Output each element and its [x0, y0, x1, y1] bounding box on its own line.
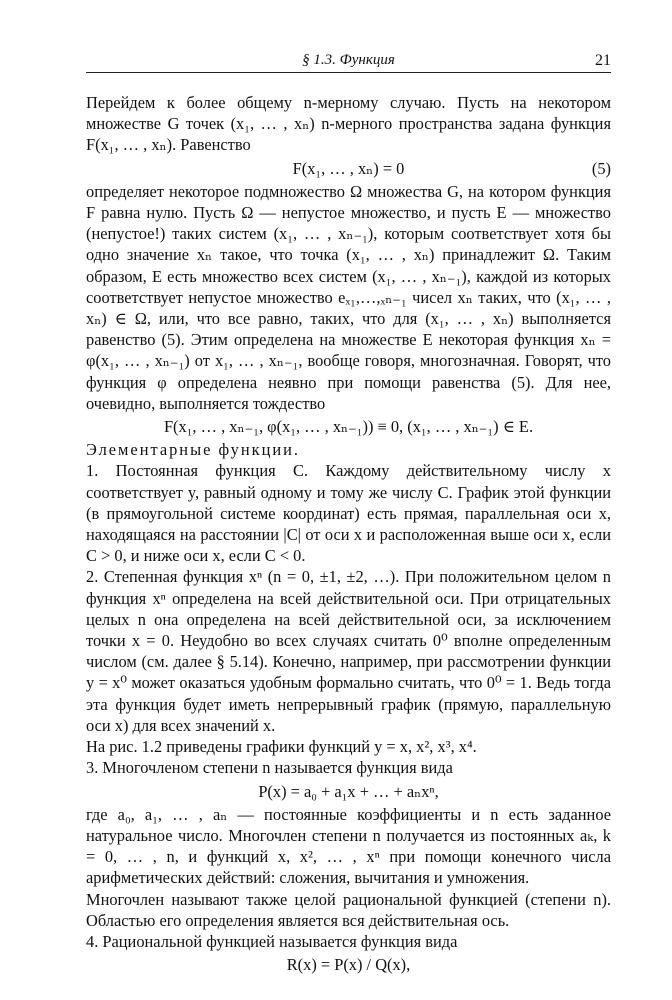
paragraph-entire: Многочлен называют также целой рациональной функцией (степени n). Областью его определения является вся действительная ось. — [86, 889, 611, 930]
header-rule — [86, 72, 611, 73]
paragraph-intro: Перейдем к более общему n-мерному случаю. Пусть на некотором множестве G точек (x₁, … , xₙ) n-мерного пространства задана функция F(x₁, … , xₙ). Равенство — [86, 93, 611, 155]
equation-identity: F(x₁, … , xₙ₋₁, φ(x₁, … , xₙ₋₁)) ≡ 0, (x₁, … , xₙ₋₁) ∈ E. — [163, 417, 534, 437]
paragraph-polynomial: 3. Многочленом степени n называется функция вида — [86, 758, 453, 778]
paragraph-figure-ref: На рис. 1.2 приведены графики функций y = x, x², x³, x⁴. — [86, 737, 477, 757]
paragraph-implicit: определяет некоторое подмножество Ω множества G, на котором функция F равна нулю. Пусть Ω — непустое множество, и пусть E — множество (непустое!) таких систем (x₁, … , xₙ₋₁), которым соответствует хотя бы одно значение xₙ такое, что точка (x₁, … , xₙ) принадлежит Ω. Таким образом, E есть множество всех систем (x₁, … , xₙ₋₁), каждой из которых соответствует непустое множество eₓ₁,…,ₓₙ₋₁ чисел xₙ таких, что (x₁, … , xₙ) ∈ Ω, или, что все равно, таких, что для (x₁, … , xₙ) выполняется равенство (5). Этим определена на множестве E некоторая функция xₙ = φ(x₁, … , xₙ₋₁) от x₁, … , xₙ₋₁, вообще говоря, многозначная. Говорят, что функция φ определена неявно при помощи равенства (5). Для нее, очевидно, выполняется тождество — [86, 181, 611, 413]
running-title: § 1.3. Функция — [302, 52, 395, 68]
equation-5-body: F(x₁, … , xₙ) = 0 — [292, 158, 405, 178]
page-number: 21 — [595, 52, 611, 69]
page-header — [86, 52, 611, 72]
equation-5-number: (5) — [591, 158, 611, 178]
page-body — [86, 92, 611, 977]
paragraph-rational: 4. Рациональной функцией называется функция вида — [86, 931, 458, 951]
section-heading: Элементарные функции. — [86, 440, 301, 460]
equation-5 — [86, 158, 611, 179]
equation-polynomial: P(x) = a₀ + a₁x + … + aₙxⁿ, — [258, 781, 439, 801]
paragraph-power: 2. Степенная функция xⁿ (n = 0, ±1, ±2, …). При положительном целом n функция xⁿ определена на всей действительной оси. При отрицательных целых n она определена на всей действительной оси, за исключением точки x = 0. Неудобно во всех случаях считать 0⁰ вполне определенным числом (см. далее § 5.14). Конечно, например, при рассмотрении функции y = x⁰ может оказаться удобным формально считать, что 0⁰ = 1. Ведь тогда эта функция будет иметь непрерывный график (прямую, параллельную оси x) для всех значений x. — [86, 567, 611, 735]
equation-rational: R(x) = P(x) / Q(x), — [286, 955, 411, 975]
paragraph-coefficients: где a₀, a₁, … , aₙ — постоянные коэффициенты и n есть заданное натуральное число. Многочлен степени n получается из постоянных aₖ, k = 0, … , n, и функций x, x², … , xⁿ при помощи конечного числа арифметических действий: сложения, вычитания и умножения. — [86, 804, 611, 888]
paragraph-constant: 1. Постоянная функция C. Каждому действительному числу x соответствует y, равный одному и тому же числу C. График этой функции (в прямоугольной системе координат) есть прямая, параллельная оси x, находящаяся на расстоянии |C| от оси x и расположенная выше оси x, если C > 0, и ниже оси x, если C < 0. — [86, 461, 611, 566]
